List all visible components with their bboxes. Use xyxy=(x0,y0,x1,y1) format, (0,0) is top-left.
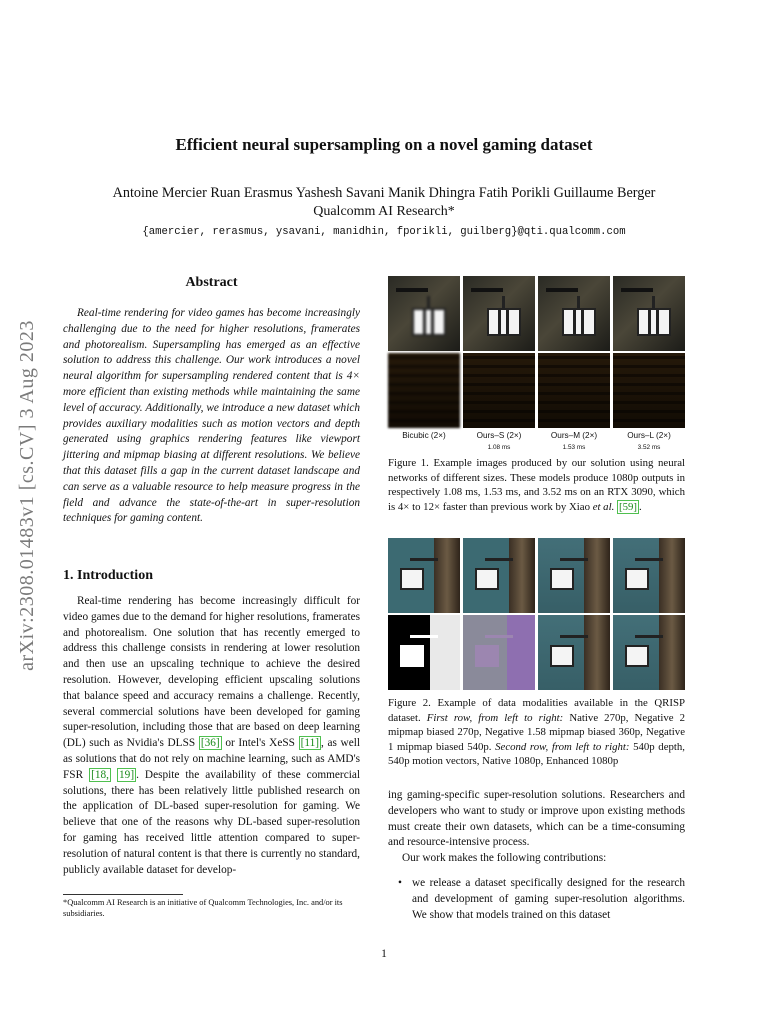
figure-2 xyxy=(388,538,685,690)
fig2-mipmap-270p xyxy=(463,538,535,613)
fig2-native-270p xyxy=(388,538,460,613)
affiliation: Qualcomm AI Research* xyxy=(313,204,455,219)
citation-19[interactable]: 19] xyxy=(119,768,135,781)
intro-text-2: or Intel's XeSS xyxy=(221,737,299,750)
intro-text-4: . Despite the availability of these commercial solutions, there has been relatively little published research on the application of DL-based super-resolution for gaming. We believe that one of the reasons why DL-based super-resolution for gaming has received little attention compared to super-resolution of natural content is that there is currently no standard, publicly available dataset for develop- xyxy=(63,768,360,876)
abstract-heading: Abstract xyxy=(185,275,238,290)
intro-paragraph xyxy=(63,594,360,878)
fig1-caption-etal: et al. xyxy=(592,500,615,513)
fig2-caption-text-2: Native 270p, Negative 2 mipmap biased 270p, Negative 1.58 mipmap biased 360p, Negative 1 mipmap biased 540p. xyxy=(388,711,686,753)
footnote-rule xyxy=(63,894,183,895)
fig2-mipmap-540p xyxy=(613,538,685,613)
page-number: 1 xyxy=(381,948,387,960)
citation-36[interactable]: [36] xyxy=(200,737,220,750)
fig1-image-ours-l-lamp xyxy=(613,276,685,351)
fig1-label-ours-m: Ours–M (2×) xyxy=(550,431,598,440)
fig1-caption-end: . xyxy=(638,500,642,513)
intro-heading: 1. Introduction xyxy=(63,568,153,583)
figure-1-caption xyxy=(388,456,685,514)
contribution-bullet-text: we release a dataset specifically designed for the research and development of gaming super-resolution algorithms. We show that models trained on this dataset xyxy=(412,877,685,921)
fig2-motion-vectors-540p xyxy=(463,615,535,690)
arxiv-stamp xyxy=(2,270,52,720)
contribution-bullet xyxy=(398,876,685,923)
figure-1 xyxy=(388,276,685,451)
fig2-caption-text-3: 540p depth, 540p motion vectors, Native 1080p, Enhanced 1080p xyxy=(388,740,685,767)
fig1-label-ours-s: Ours–S (2×) xyxy=(476,431,522,440)
arxiv-stamp-text: arXiv:2308.01483v1 [cs.CV] 3 Aug 2023 xyxy=(15,319,38,671)
fig1-time-ours-l: 3.52 ms xyxy=(637,444,661,451)
right-col-paragraph-2: Our work makes the following contributions: xyxy=(402,852,607,865)
fig2-caption-row1: First row, from left to right: xyxy=(426,711,564,724)
fig1-label-bicubic: Bicubic (2×) xyxy=(402,431,446,440)
fig1-image-bicubic-ceiling xyxy=(388,353,460,428)
fig1-image-ours-m-ceiling xyxy=(538,353,610,428)
intro-text-3: , as well as solutions that do not rely on machine learning, such as AMD's FSR xyxy=(63,737,360,781)
fig1-image-ours-m-lamp xyxy=(538,276,610,351)
author-list: Antoine Mercier Ruan Erasmus Yashesh Savani Manik Dhingra Fatih Porikli Guillaume Berger xyxy=(112,185,656,201)
fig1-label-ours-l: Ours–L (2×) xyxy=(627,431,671,440)
citation-18[interactable]: [18, xyxy=(91,768,109,781)
right-col-paragraph-1: ing gaming-specific super-resolution solutions. Researchers and developers who want to study or improve upon existing methods must create their own datasets, which can be a time-consuming and resource-intensive process. xyxy=(388,789,685,849)
fig1-image-ours-s-ceiling xyxy=(463,353,535,428)
right-column-text xyxy=(388,788,685,867)
citation-11[interactable]: [11] xyxy=(300,737,319,750)
fig2-depth-540p xyxy=(388,615,460,690)
author-emails: {amercier, rerasmus, ysavani, manidhin, fporikli, guilberg}@qti.qualcomm.com xyxy=(142,226,626,238)
intro-text-1: Real-time rendering has become increasingly difficult for video games due to the demand for higher resolutions, framerates and photorealism. One solution that has recently emerged to address this challenge consists in rendering at lower resolution and then use an upscaling technique to achieve the desired resolution. However, developing efficient upscaling solutions that balance speed and accuracy remains a challenge. Recently, several commercial solutions have been developed for gaming super-resolution, including those that are based on deep learning (DL) such as Nvidia's DLSS xyxy=(63,595,360,750)
fig2-native-1080p xyxy=(538,615,610,690)
fig1-time-ours-m: 1.53 ms xyxy=(562,444,586,451)
fig1-image-ours-l-ceiling xyxy=(613,353,685,428)
fig2-mipmap-360p xyxy=(538,538,610,613)
bullet-dot-icon: • xyxy=(398,877,402,889)
paper-title: Efficient neural supersampling on a novel gaming dataset xyxy=(175,135,593,154)
fig1-time-ours-s: 1.08 ms xyxy=(487,444,511,451)
abstract-text: Real-time rendering for video games has become increasingly challenging due to the need for higher resolutions, framerates and photorealism. Supersampling has emerged as an effective solution to address this challenge. Our work introduces a novel neural algorithm for supersampling rendered content that is 4× more efficient than existing methods while maintaining the same level of accuracy. Additionally, we introduce a new dataset which provides auxiliary modalities such as motion vectors and depth generated using graphics rendering features like viewport jittering and mipmap biasing at different resolutions. We believe that this dataset fills a gap in the current dataset landscape and can serve as a valuable resource to help measure progress in the field and advance the state-of-the-art in super-resolution techniques for gaming content. xyxy=(63,307,360,525)
figure-2-caption xyxy=(388,696,685,769)
citation-59[interactable]: [59] xyxy=(618,500,637,513)
fig1-image-ours-s-lamp xyxy=(463,276,535,351)
fig1-caption-text: Figure 1. Example images produced by our solution using neural networks of different sizes. These models produce 1080p outputs in respectively 1.08 ms, 1.53 ms, and 3.52 ms on an RTX 3090, which is 4× to 12× faster than previous work by Xiao xyxy=(388,457,685,513)
fig1-image-bicubic-lamp xyxy=(388,276,460,351)
footnote: *Qualcomm AI Research is an initiative of Qualcomm Technologies, Inc. and/or its subsidiaries. xyxy=(63,898,343,918)
fig2-enhanced-1080p xyxy=(613,615,685,690)
fig2-caption-row2: Second row, from left to right: xyxy=(495,740,630,753)
fig2-caption-text: Figure 2. Example of data modalities available in the QRISP dataset. xyxy=(388,697,685,724)
